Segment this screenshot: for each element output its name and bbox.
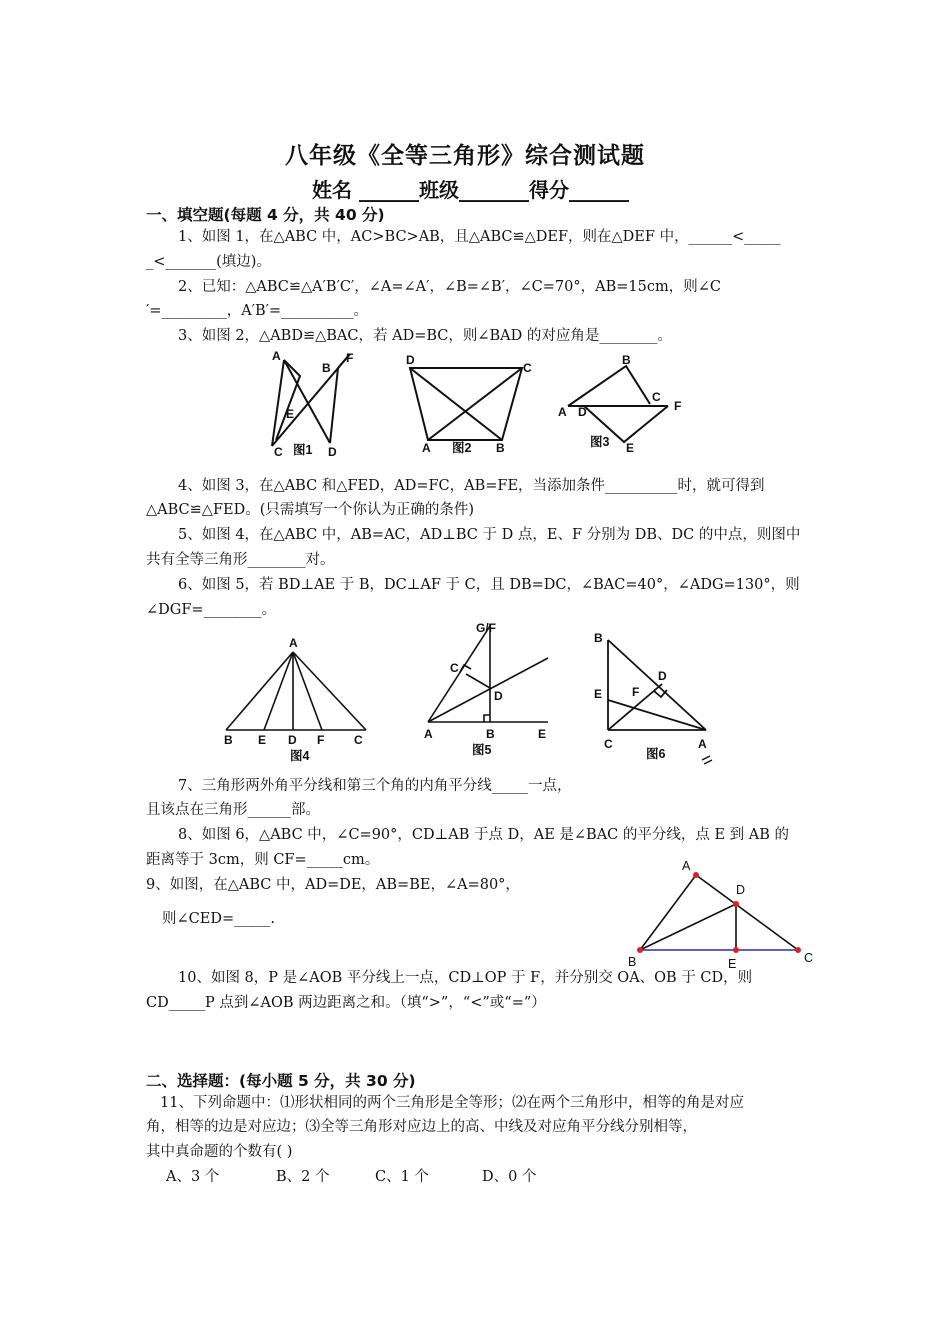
fig6-label-E: E	[594, 687, 603, 701]
question-11-line-3: 其中真命题的个数有( )	[146, 1144, 293, 1160]
fig5-label-D: D	[494, 689, 503, 703]
fig3-label-C: C	[652, 390, 661, 404]
fig3-label-D: D	[578, 405, 587, 419]
question-4-line-1: 4、如图 3，在△ABC 和△FED，AD=FC，AB=FE，当添加条件__________时，就可得到	[178, 478, 765, 494]
figure-9	[626, 856, 822, 972]
figure-1	[260, 348, 370, 464]
question-4-line-2: △ABC≌△FED。(只需填写一个你认为正确的条件)	[146, 502, 475, 518]
fig3-label-E: E	[626, 441, 635, 455]
fig5-label-E: E	[538, 727, 547, 741]
question-9-line-2: 则∠CED=_____.	[162, 911, 275, 927]
fig9-label-C: C	[804, 951, 814, 965]
fig4-label-A: A	[289, 636, 298, 650]
fig1-label-B: B	[322, 361, 331, 375]
fig4-label-C: C	[354, 733, 363, 747]
fig3-label-A: A	[558, 405, 567, 419]
fig9-label-D: D	[736, 883, 746, 897]
fig2-label-B: B	[496, 441, 505, 455]
question-11-line-2: 角，相等的边是对应边；⑶全等三角形对应边上的高、中线及对应角平分线分别相等，	[146, 1119, 697, 1135]
question-11-option-c: C、1 个	[375, 1169, 429, 1185]
fig1-label-D: D	[328, 445, 337, 459]
question-2-line-1: 2、已知：△ABC≌△A′B′C′，∠A=∠A′，∠B=∠B′，∠C=70°，AB=15cm，则∠C	[178, 279, 721, 295]
question-6-line-2: ∠DGF=________。	[146, 602, 277, 618]
fig9-point-A	[693, 872, 699, 878]
question-6-line-1: 6、如图 5，若 BD⊥AE 于 B，DC⊥AF 于 C，且 DB=DC，∠BAC=40°，∠ADG=130°，则	[178, 577, 800, 593]
fig1-caption: 图1	[293, 443, 313, 457]
fig5-label-GF: G/F	[476, 621, 496, 635]
question-11-option-d: D、0 个	[482, 1169, 537, 1185]
question-5-line-1: 5、如图 4，在△ABC 中，AB=AC，AD⊥BC 于 D 点，E、F 分别为 DB、DC 的中点，则图中	[178, 527, 801, 543]
figure-2	[400, 352, 540, 456]
fig6-label-C: C	[604, 737, 613, 751]
question-10-line-2: CD_____P 点到∠AOB 两边距离之和。（填“>”，“<”或“=”）	[146, 995, 546, 1011]
question-7-line-1: 7、三角形两外角平分线和第三个角的内角平分线_____一点，	[178, 778, 572, 794]
question-8-line-2: 距离等于 3cm，则 CF=_____cm。	[146, 852, 380, 868]
fig2-label-D: D	[406, 353, 415, 367]
student-info-line: 姓名 ______班级_______得分______	[312, 178, 629, 202]
fig6-label-F: F	[632, 685, 640, 699]
fig6-caption: 图6	[646, 747, 666, 761]
fig2-label-C: C	[523, 361, 532, 375]
fig6-label-B: B	[594, 631, 603, 645]
fig3-label-B: B	[622, 353, 631, 367]
fig4-label-E: E	[258, 733, 267, 747]
question-10-line-1: 10、如图 8，P 是∠AOB 平分线上一点，CD⊥OP 于 F，并分别交 OA、OB 于 CD，则	[178, 970, 753, 986]
fig4-label-B: B	[224, 733, 233, 747]
figure-3	[556, 352, 696, 456]
fig9-label-E: E	[728, 957, 737, 971]
section-heading-multiple-choice: 二、选择题：(每小题 5 分，共 30 分)	[146, 1072, 416, 1090]
page-title: 八年级《全等三角形》综合测试题	[285, 143, 645, 169]
figure-4	[218, 632, 378, 762]
fig2-label-A: A	[422, 441, 431, 455]
fig5-label-B: B	[486, 727, 495, 741]
question-7-line-2: 且该点在三角形______部。	[146, 802, 320, 818]
question-5-line-2: 共有全等三角形________对。	[146, 552, 335, 568]
fig9-point-E	[733, 947, 739, 953]
fig1-label-C: C	[274, 445, 283, 459]
fig6-label-A: A	[698, 737, 707, 751]
question-2-line-2: ′=_________，A′B′=__________。	[146, 303, 369, 319]
fig3-caption: 图3	[590, 435, 610, 449]
fig9-point-B	[637, 947, 643, 953]
question-8-line-1: 8、如图 6，△ABC 中，∠C=90°，CD⊥AB 于点 D，AE 是∠BAC 的平分线，点 E 到 AB 的	[178, 827, 790, 843]
fig5-label-C: C	[450, 661, 459, 675]
fig4-label-D: D	[288, 733, 297, 747]
question-1-line-1: 1、如图 1，在△ABC 中，AC>BC>AB，且△ABC≌△DEF，则在△DEF 中，______<_____	[178, 229, 781, 245]
fig6-label-D: D	[658, 669, 667, 683]
question-11-line-1: 11、下列命题中：⑴形状相同的两个三角形是全等形；⑵在两个三角形中，相等的角是对应	[160, 1095, 744, 1111]
fig5-label-A: A	[424, 727, 433, 741]
fig4-caption: 图4	[290, 749, 310, 763]
fig1-label-E: E	[286, 407, 295, 421]
question-11-option-a: A、3 个	[166, 1169, 220, 1185]
fig5-caption: 图5	[472, 743, 492, 757]
fig9-point-D	[733, 901, 739, 907]
figure-6	[590, 628, 720, 768]
fig3-label-F: F	[674, 399, 682, 413]
fig9-point-C	[795, 947, 801, 953]
question-9-line-1: 9、如图，在△ABC 中，AD=DE，AB=BE，∠A=80°，	[146, 877, 520, 893]
question-1-line-2: _<_______(填边)。	[146, 254, 271, 270]
fig9-label-B: B	[628, 955, 637, 969]
fig2-caption: 图2	[452, 441, 472, 455]
section-heading-fill-in: 一、填空题(每题 4 分，共 40 分)	[146, 206, 385, 224]
fig9-label-A: A	[682, 859, 691, 873]
question-11-option-b: B、2 个	[276, 1169, 330, 1185]
question-3: 3、如图 2，△ABD≌△BAC，若 AD=BC，则∠BAD 的对应角是________。	[178, 328, 672, 344]
fig1-label-A: A	[272, 349, 281, 363]
fig1-label-F: F	[346, 351, 354, 365]
fig4-label-F: F	[317, 733, 325, 747]
figure-5	[418, 616, 578, 756]
